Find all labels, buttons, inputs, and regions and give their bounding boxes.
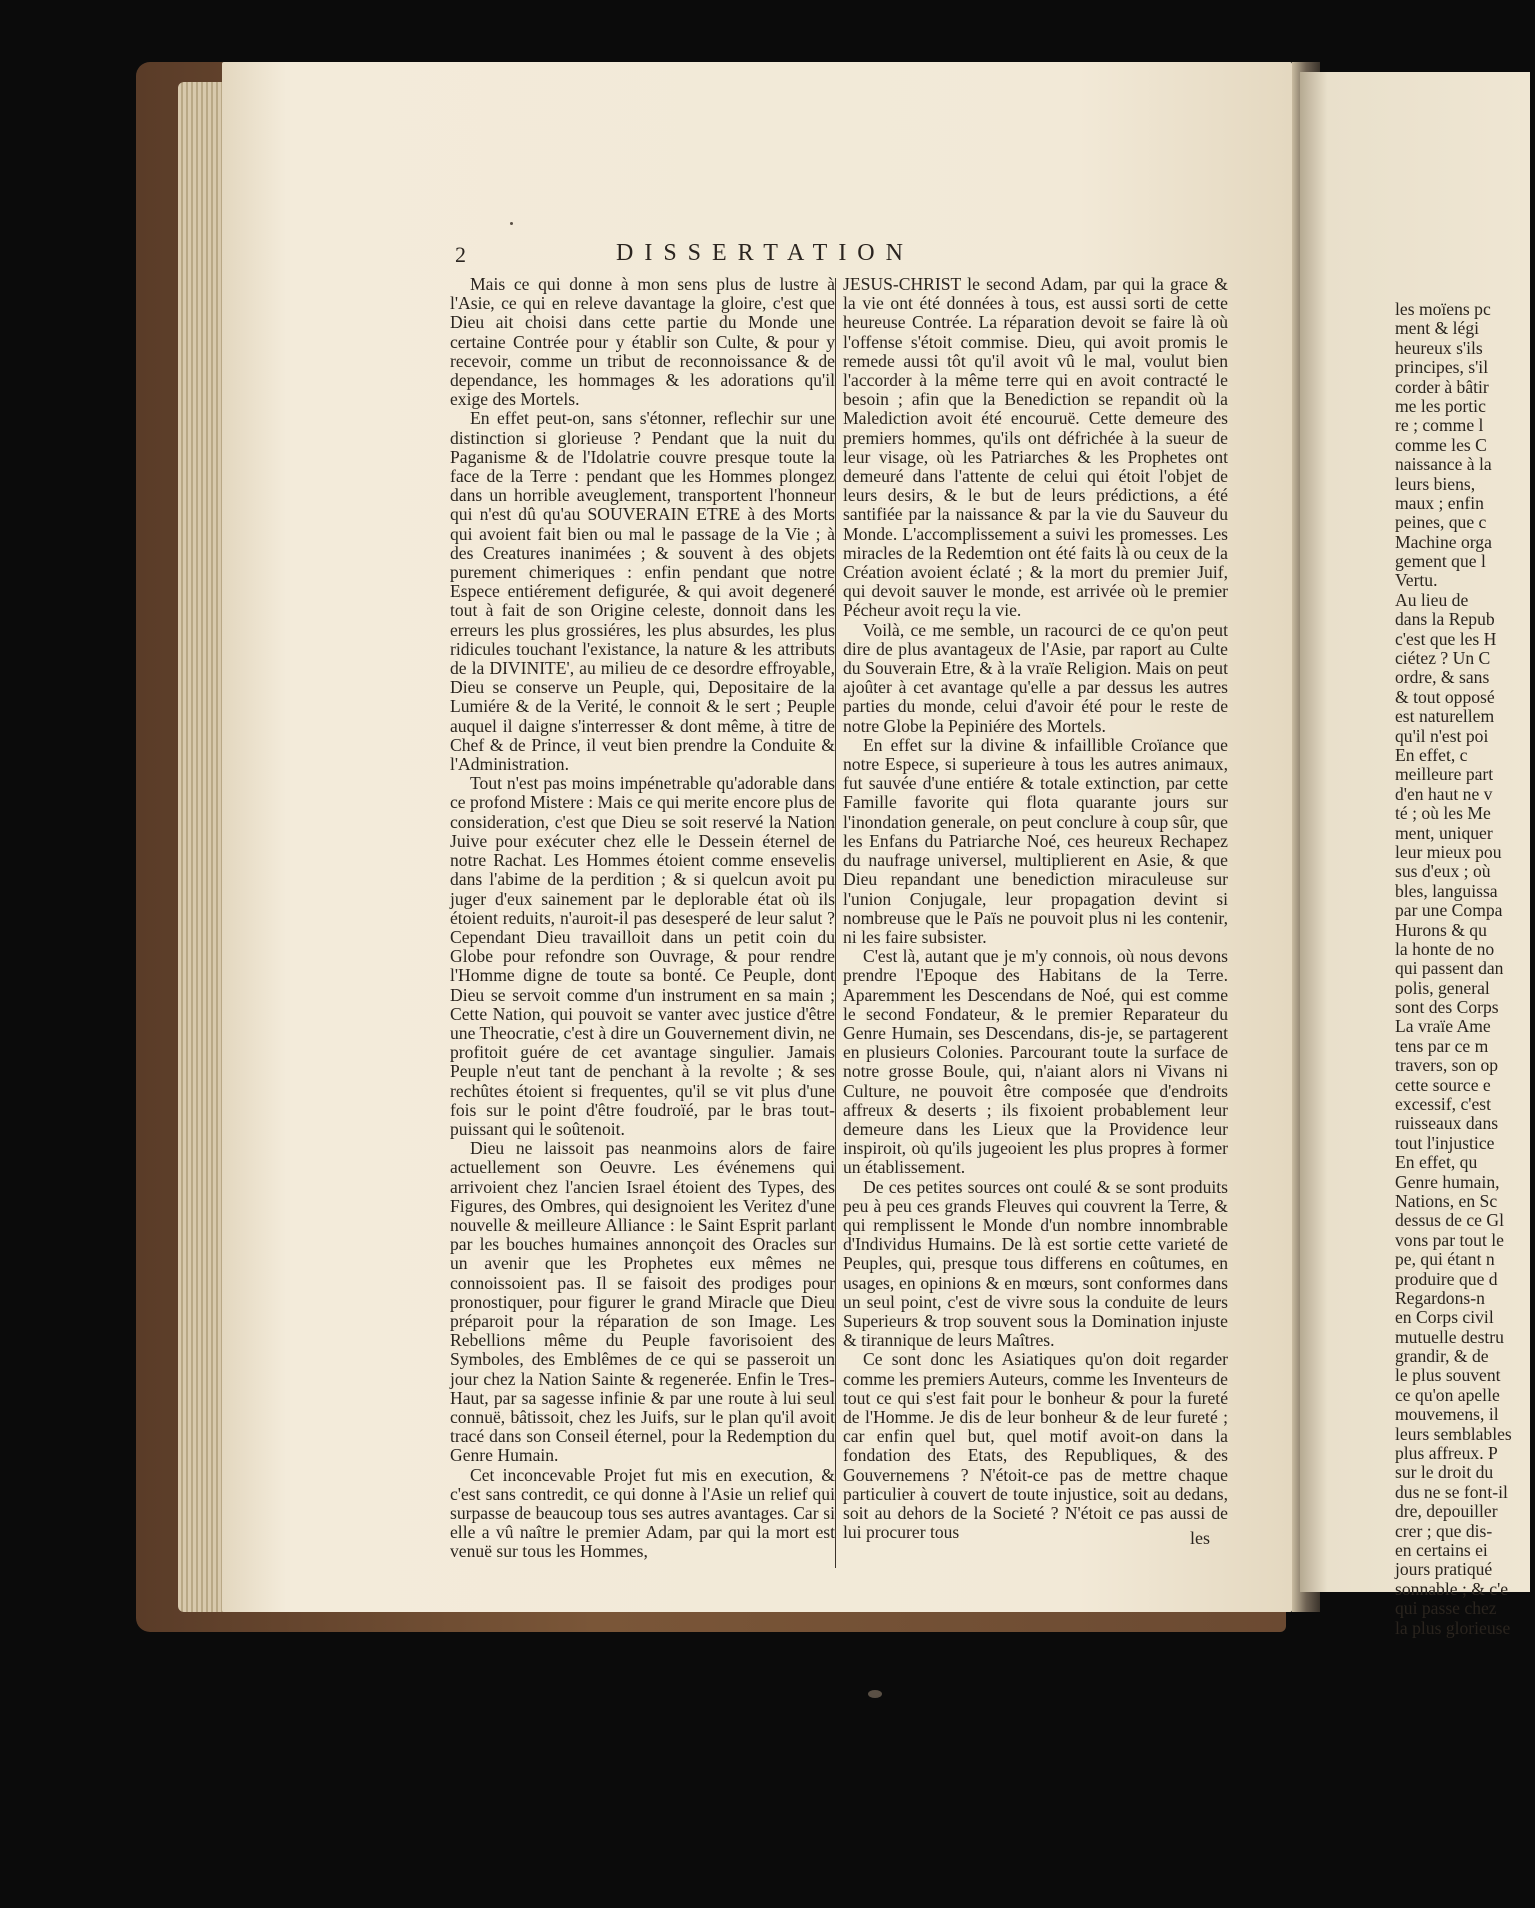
facing-page-line: & tout opposé — [1395, 686, 1495, 707]
paragraph: En effet sur la divine & infaillible Croïance que notre Espece, si superieure à tous les autres animaux, fut sauvée d'une entiére & totale extinction, par cette Famille favorite qui flota quarante jours sur l'inondation generale, on peut conclure à coup sûr, que les Enfans du Patriarche Noé, ces heureux Rechapez du naufrage universel, multiplierent en Asie, & que Dieu repandant une benediction miraculeuse sur l'union Conjugale, leur propagation devint si nombreuse que le Païs ne pouvoit plus ni les contenir, ni les faire subsister. — [843, 734, 1228, 947]
facing-page-line: meilleure part — [1395, 764, 1494, 785]
facing-page-line: ruisseaux dans — [1395, 1113, 1499, 1134]
facing-page-line: ment, uniquer — [1395, 822, 1493, 843]
facing-page-line: leurs biens, — [1395, 473, 1476, 494]
facing-page-line: maux ; enfin — [1395, 492, 1484, 513]
facing-page-line: bles, languissa — [1395, 880, 1498, 901]
facing-page-line: c'est que les H — [1395, 628, 1497, 649]
facing-page-line: me les portic — [1395, 395, 1486, 416]
facing-page-line: grandir, & de — [1395, 1346, 1489, 1367]
facing-page-line: dessus de ce Gl — [1395, 1210, 1504, 1231]
facing-page-line: mouvemens, il — [1395, 1404, 1499, 1425]
facing-page-line: en certains ei — [1395, 1540, 1488, 1560]
facing-page-line: Machine orga — [1395, 531, 1492, 552]
facing-page-line: sonnable ; & c'e — [1395, 1578, 1509, 1599]
facing-page-line: principes, s'il — [1395, 357, 1489, 378]
facing-page-line: jours pratiqué — [1395, 1559, 1493, 1580]
facing-page-line: polis, general — [1395, 977, 1490, 998]
facing-page-line: sur le droit du — [1395, 1462, 1494, 1483]
facing-page-line: vons par tout le — [1395, 1229, 1504, 1250]
left-text-column — [450, 275, 835, 1562]
facing-page-line: En effet, qu — [1395, 1152, 1478, 1173]
paragraph: Voilà, ce me semble, un racourci de ce qu'on peut dire de plus avantageux de l'Asie, par raport au Culte du Souverain Etre, & à la vraïe Religion. Mais on peut ajoûter à cet avantage qu'elle a par dessus les autres parties du monde, celui d'avoir été pour le reste de notre Globe la Pepiniére des Mortels. — [843, 619, 1228, 736]
facing-page-line: produire que d — [1395, 1268, 1498, 1289]
facing-page-line: crer ; que dis- — [1395, 1520, 1493, 1541]
catchword: les — [1190, 1528, 1210, 1548]
facing-page-line: dans la Repub — [1395, 609, 1495, 630]
facing-page-line: ment & légi — [1395, 318, 1480, 339]
facing-page-line: sus d'eux ; où — [1395, 861, 1491, 882]
facing-page-line: leur mieux pou — [1395, 841, 1502, 862]
facing-page-line: leurs semblables — [1395, 1423, 1512, 1444]
facing-page-line: mutuelle destru — [1395, 1326, 1504, 1347]
facing-page-line: qui passent dan — [1395, 958, 1504, 979]
facing-page-line: re ; comme l — [1395, 415, 1484, 436]
facing-page-line: peines, que c — [1395, 512, 1487, 533]
facing-page-line: est naturellem — [1395, 706, 1495, 727]
facing-page-line: les moïens pc — [1395, 299, 1491, 319]
paragraph: C'est là, autant que je m'y connois, où nous devons prendre l'Epoque des Habitans de la Terre. Aparemment les Descendans de Noé, qui est comme le second Fondateur, & le premier Reparateur du Genre Humain, ses Descendans, dis-je, se partagerent en plusieurs Colonies. Parcourant toute la surface de notre grosse Boule, qui, n'aiant alors ni Vivans ni Culture, ne pouvoit être composée que d'endroits affreux & deserts ; ils fixoient probablement leur demeure dans les Lieux que la Providence leur inspiroit, où qu'ils jugeoient les plus propres à former un établissement. — [843, 946, 1228, 1178]
facing-page-line: gement que l — [1395, 551, 1486, 572]
facing-page-line: corder à bâtir — [1395, 376, 1489, 397]
ink-smudge — [868, 1690, 882, 1698]
facing-page-line: dre, depouiller — [1395, 1501, 1498, 1522]
ink-speck — [510, 222, 513, 225]
paragraph: Tout n'est pas moins impénetrable qu'adorable dans ce profond Mistere : Mais ce qui merite encore plus de consideration, c'est que Dieu se soit reservé la Nation Juive pour exécuter chez elle le Dessein éternel de notre Rachat. Les Hommes étoient comme ensevelis dans l'abime de la perdition ; & si quelcun avoit pu juger d'eux sainement par le deplorable état où ils étoient reduits, n'auroit-il pas desesperé de leur salut ? Cependant Dieu travailloit dans un petit coin du Globe pour refondre son Ouvrage, & pour rendre l'Homme digne de toute sa bonté. Ce Peuple, dont Dieu se servoit comme d'un instrument en sa main ; Cette Nation, qui pouvoit se vanter avec justice d'être une Theocratie, c'est à dire un Gouvernement divin, ne profitoit guére de cet avantage singulier. Jamais Peuple n'eut tant de penchant à la revolte ; & ses rechûtes étoient si frequentes, qu'il se vit plus d'une fois sur le point d'être foudroïé, par le bras tout-puissant qui le soûtenoit. — [450, 773, 835, 1139]
paragraph: Ce sont donc les Asiatiques qu'on doit regarder comme les premiers Auteurs, comme les Inventeurs de tout ce qui s'est fait pour le bonheur & pour la fureté de l'Homme. Je dis de leur bonheur & de leur fureté ; car enfin quel but, quel motif avoit-on dans la fondation des Etats, des Republiques, & des Gouvernemens ? N'étoit-ce pas de mettre chaque particulier à couvert de toute injustice, soit au dedans, soit au dehors de la Societé ? N'étoit ce pas aussi de lui procurer tous — [843, 1349, 1228, 1543]
paragraph: Dieu ne laissoit pas neanmoins alors de faire actuellement son Oeuvre. Les événemens qui arrivoient chez l'ancien Israel étoient des Types, des Figures, des Ombres, qui designoient les Veritez d'une nouvelle & meilleure Alliance : le Saint Esprit parlant par les bouches humaines annonçoit des Oracles sur un avenir que les Prophetes eux mêmes ne connoissoient pas. Il se faisoit des prodiges pour pronostiquer, pour figurer le grand Miracle que Dieu préparoit pour la réparation de son Image. Les Rebellions même du Peuple favorisoient des Symboles, des Emblêmes de ce qui se passeroit un jour chez la Nation Sainte & regenerée. Enfin le Tres-Haut, par sa sagesse infinie & par une route à lui seul connuë, bâtissoit, chez les Juifs, sur le plan qu'il avoit tracé dans son Conseil éternel, pour la Redemption du Genre Humain. — [450, 1138, 835, 1466]
paragraph: Cet inconcevable Projet fut mis en execution, & c'est sans contredit, ce qui donne à l'Asie un relief qui surpasse de beaucoup tous ses autres avantages. Car si elle a vû naître le premier Adam, par qui la mort est venuë sur tous les Hommes, — [450, 1464, 835, 1562]
facing-page-line: travers, son op — [1395, 1055, 1499, 1076]
facing-page-line: en Corps civil — [1395, 1307, 1494, 1328]
facing-page-line: pe, qui étant n — [1395, 1249, 1495, 1270]
facing-page-text — [1395, 300, 1535, 1638]
facing-page-line: dus ne se font-il — [1395, 1481, 1508, 1502]
facing-page-line: La vraïe Ame — [1395, 1016, 1491, 1037]
facing-page-line: cette source e — [1395, 1074, 1491, 1095]
facing-page-line: par une Compa — [1395, 900, 1503, 921]
facing-page-line: le plus souvent — [1395, 1365, 1501, 1386]
right-text-column — [843, 275, 1228, 1542]
running-head: DISSERTATION — [616, 240, 914, 266]
facing-page-line: comme les C — [1395, 434, 1487, 455]
column-rule — [835, 278, 836, 1568]
facing-page-line: la plus glorieuse — [1395, 1617, 1511, 1638]
facing-page-line: heureux s'ils — [1395, 337, 1483, 358]
facing-page-line: En effet, c — [1395, 744, 1468, 765]
paragraph: Mais ce qui donne à mon sens plus de lustre à l'Asie, ce qui en releve davantage la gloire, c'est que Dieu ait choisi dans cette partie du Monde une certaine Contrée pour y établir son Culte, & pour y recevoir, comme un tribut de reconnoissance & de dependance, les hommages & les adorations qu'il exige des Mortels. — [450, 274, 835, 410]
paragraph: De ces petites sources ont coulé & se sont produits peu à peu ces grands Fleuves qui couvrent la Terre, & qui remplissent le Monde d'un nombre innombrable d'Individus Humains. De là est sortie cette varieté de Peuples, qui, presque tous differens en coûtumes, en usages, en opinions & en mœurs, sont conformes dans un seul point, c'est de vivre sous la conduite de leurs Superieurs & trop souvent sous la Domination injuste & tirannique de leurs Maîtres. — [843, 1176, 1228, 1351]
facing-page-line: Nations, en Sc — [1395, 1190, 1498, 1211]
facing-page-line: excessif, c'est — [1395, 1094, 1491, 1115]
facing-page-line: qui passe chez — [1395, 1598, 1497, 1619]
facing-page-line: la honte de no — [1395, 938, 1495, 959]
facing-page-line: tens par ce m — [1395, 1035, 1489, 1056]
page-header — [455, 240, 1075, 272]
facing-page-line: sont des Corps — [1395, 997, 1499, 1018]
facing-page-line: Au lieu de — [1395, 589, 1469, 610]
facing-page-line: Hurons & qu — [1395, 919, 1487, 940]
facing-page-line: ordre, & sans — [1395, 667, 1490, 688]
facing-page-line: Genre humain, — [1395, 1171, 1500, 1192]
facing-page-line: naissance à la — [1395, 454, 1492, 475]
page-number: 2 — [455, 242, 466, 267]
facing-page-line: plus affreux. P — [1395, 1443, 1498, 1464]
facing-page-line: Regardons-n — [1395, 1287, 1485, 1308]
paragraph: JESUS-CHRIST le second Adam, par qui la grace & la vie ont été données à tous, est aussi sorti de cette heureuse Contrée. La réparation devoit se faire là où l'offense s'étoit commise. Dieu, qui avoit promis le remede aussi tôt qu'il avoit vû le mal, voulut bien l'accorder à la même terre qui en avoit contracté le besoin ; afin que la Benediction se repandit où la Malediction avoit été encouruë. Cette demeure des premiers hommes, qu'ils ont défrichée à la sueur de leur visage, où les Patriarches & les Prophetes ont demeuré dans l'attente de celui qui étoit l'objet de leurs desirs, & le but de leurs prédictions, a été santifiée par la naissance & par la vie du Sauveur du Monde. L'accomplissement a suivi les promesses. Les miracles de la Redemtion ont été faits là ou ceux de la Création avoient éclaté ; & la mort du premier Juif, qui devoit sauver le monde, est arrivée où le premier Pécheur avoit reçu la vie. — [843, 274, 1228, 621]
facing-page-line: d'en haut ne v — [1395, 783, 1493, 804]
facing-page-line: ce qu'on apelle — [1395, 1384, 1500, 1405]
facing-page-line: Vertu. — [1395, 570, 1438, 591]
facing-page-line: té ; où les Me — [1395, 803, 1491, 824]
facing-page-line: ciétez ? Un C — [1395, 648, 1491, 669]
paragraph: En effet peut-on, sans s'étonner, reflechir sur une distinction si glorieuse ? Pendant que la nuit du Paganisme & de l'Idolatrie couvre presque toute la face de la Terre : pendant que les Hommes plongez dans un horrible aveuglement, transportent l'honneur qui n'est dû qu'au SOUVERAIN ETRE à des Morts qui avoient fait bien ou mal le passage de la Vie ; à des Creatures inanimées ; & souvent à des objets purement chimeriques : enfin pendant que notre Espece entiérement defigurée, & qui avoit degeneré tout à fait de son Origine celeste, donnoit dans les erreurs les plus grossiéres, les plus absurdes, les plus ridicules touchant l'existance, la nature & les attributs de la DIVINITE', au milieu de ce desordre effroyable, Dieu se conserve un Peuple, qui, Depositaire de la Lumiére & de la Verité, le connoit & le sert ; Peuple auquel il daigne s'interresser & dont même, à titre de Chef & de Prince, il veut bien prendre la Conduite & l'Administration. — [450, 408, 835, 775]
facing-page-line: qu'il n'est poi — [1395, 725, 1489, 746]
facing-page-line: tout l'injustice — [1395, 1132, 1495, 1153]
